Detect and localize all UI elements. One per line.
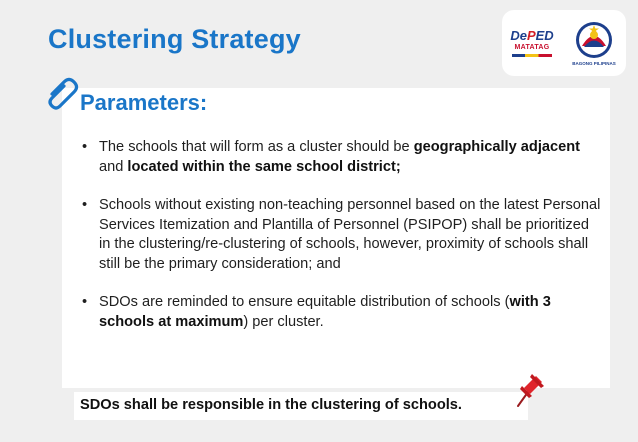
logo-panel [502, 10, 626, 76]
deped-logo-text-3: ED [535, 28, 554, 43]
bullet-1-bold-a: geographically adjacent [413, 139, 580, 155]
list-item [82, 293, 602, 332]
bagong-pilipinas-emblem-icon [574, 20, 614, 60]
deped-logo-text-1: De [510, 28, 527, 43]
bullet-3-text-a: SDOs are reminded to ensure equitable distribution of schools ( [99, 294, 510, 310]
list-item [82, 138, 602, 177]
matatag-text: MATATAG [514, 44, 550, 51]
bullet-3-bold: with 3 schools at maximum [99, 294, 551, 330]
matatag-stripe [512, 54, 552, 57]
paperclip-icon [46, 76, 80, 112]
deped-matatag-logo [509, 29, 555, 57]
bagong-pilipinas-logo [569, 20, 619, 66]
deped-logo-text-2: P [526, 28, 536, 43]
page-title: Clustering Strategy [48, 24, 301, 54]
parameter-list [82, 138, 602, 351]
pushpin-icon [512, 370, 548, 410]
bullet-1-bold-b: located within the same school district; [127, 158, 401, 175]
list-item [82, 196, 602, 274]
bullet-1-text-b: and [99, 158, 128, 175]
bullet-2-text: Schools without existing non-teaching personnel based on the latest Personal Services Itemization and Plantilla of Personnel (PSIPOP) shall be prioritized in the clustering/re-clustering of schools, however, proximity of schools shall still be the primary consideration; and [99, 197, 601, 272]
bullet-1-text-a: The schools that will form as a cluster should be [99, 139, 414, 155]
section-heading: Parameters: [80, 90, 208, 115]
bagong-pilipinas-caption: BAGONG PILIPINAS [572, 61, 616, 66]
bullet-3-text-b: ) per cluster. [243, 313, 324, 330]
footer-note: SDOs shall be responsible in the clustering of schools. [80, 397, 462, 413]
